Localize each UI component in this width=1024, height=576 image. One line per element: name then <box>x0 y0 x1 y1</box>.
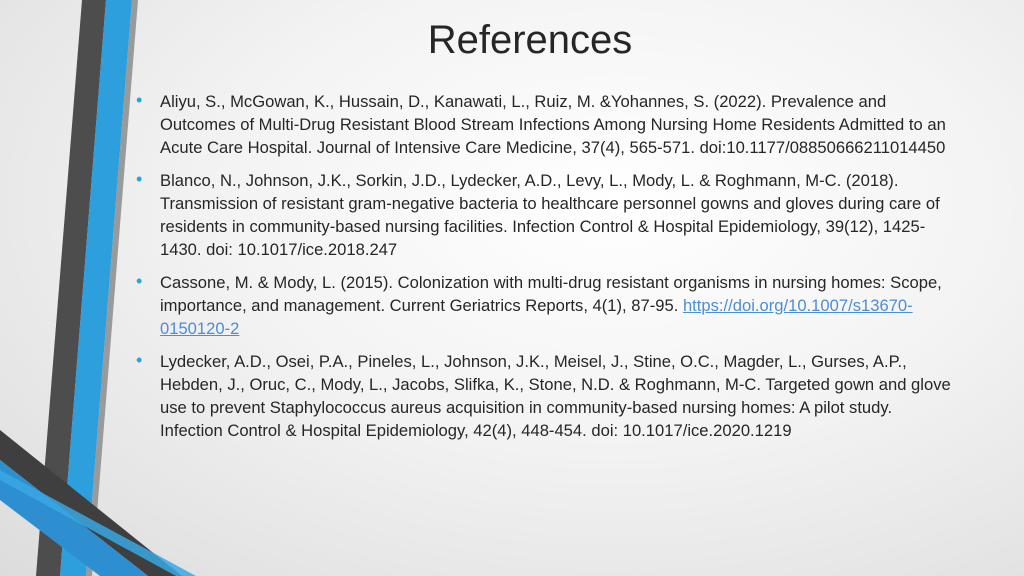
doi-link[interactable]: https://doi.org/10.1007/s13670-0150120-2 <box>160 296 913 338</box>
reference-item <box>134 90 954 159</box>
reference-text: Lydecker, A.D., Osei, P.A., Pineles, L., Johnson, J.K., Meisel, J., Stine, O.C., Magder, L., Gurses, A.P., Hebden, J., Oruc, C., Mody, L., Jacobs, Slifka, K., Stone, N.D. & Roghmann, M-C. Targeted gown and glove use to prevent Staphylococcus aureus acquisition in community-based nursing homes: A pilot study. Infection Control & Hospital Epidemiology, 42(4), 448-454. doi: 10.1017/ice.2020.1219 <box>160 352 951 440</box>
reference-item <box>134 271 954 340</box>
bullet-icon: • <box>136 169 143 189</box>
references-list <box>134 90 954 452</box>
slide-title: References <box>427 18 633 62</box>
reference-item <box>134 350 954 442</box>
reference-text: Cassone, M. & Mody, L. (2015). Colonization with multi-drug resistant organisms in nursing homes: Scope, importance, and management. Current Geriatrics Reports, 4(1), 87-95. <box>160 273 942 315</box>
bullet-icon: • <box>136 90 143 110</box>
reference-item <box>134 169 954 261</box>
reference-text: Aliyu, S., McGowan, K., Hussain, D., Kanawati, L., Ruiz, M. &Yohannes, S. (2022). Prevalence and Outcomes of Multi-Drug Resistant Blood Stream Infections Among Nursing Home Residents Admitted to an Acute Care Hospital. Journal of Intensive Care Medicine, 37(4), 565-571. doi:10.1177/08850666211014450 <box>160 92 946 157</box>
bullet-icon: • <box>136 271 143 291</box>
reference-text: Blanco, N., Johnson, J.K., Sorkin, J.D., Lydecker, A.D., Levy, L., Mody, L. & Roghmann, M-C. (2018). Transmission of resistant gram-negative bacteria to healthcare personnel gowns and gloves during care of residents in community-based nursing facilities. Infection Control & Hospital Epidemiology, 39(12), 1425-1430. doi: 10.1017/ice.2018.247 <box>160 171 940 259</box>
bullet-icon: • <box>136 350 143 370</box>
